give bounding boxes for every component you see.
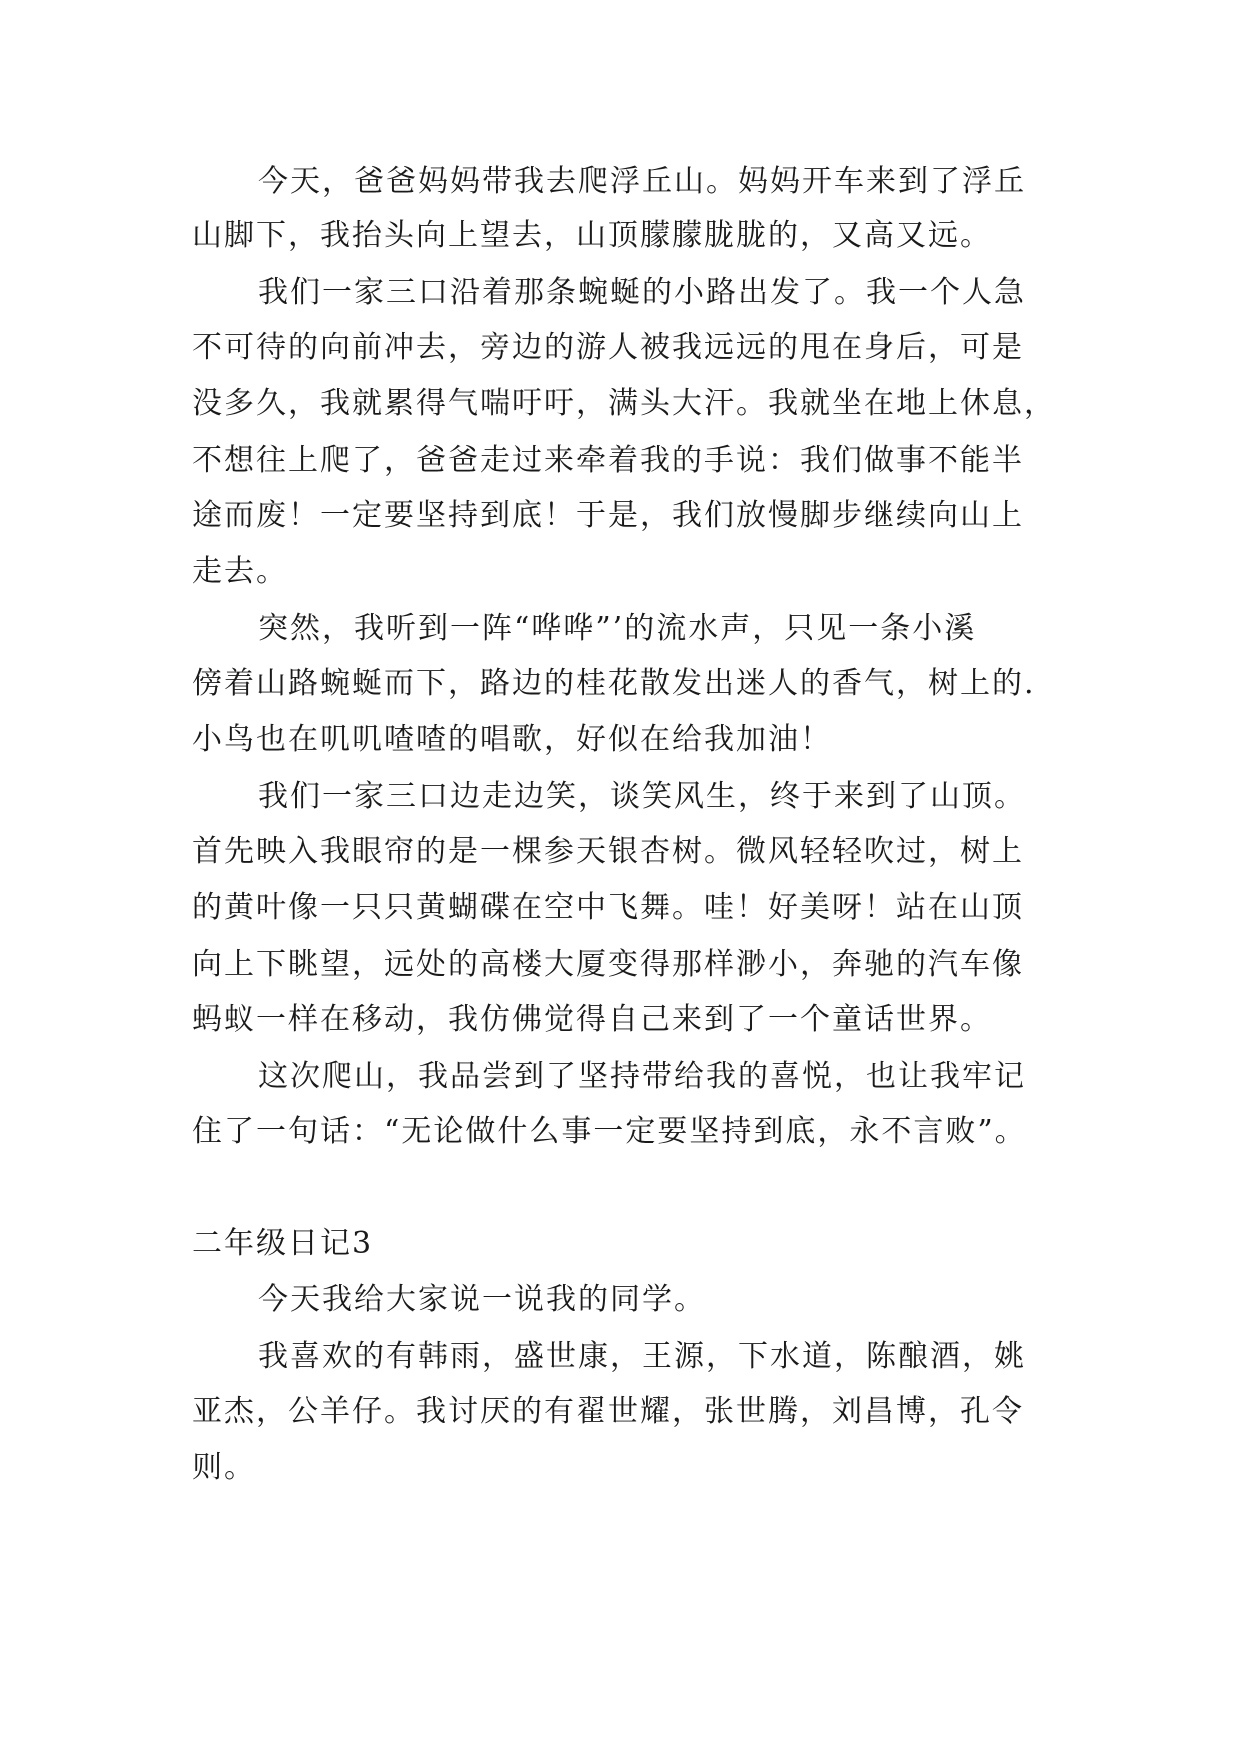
paragraph-2-line-3: 没多久，我就累得气喘吁吁，满头大汗。我就坐在地上休息，: [192, 386, 1056, 421]
paragraph-4-line-1: 我们一家三口边走边笑，谈笑风生，终于来到了山顶。: [258, 779, 1026, 814]
section-paragraph-1-line-1: 今天我给大家说一说我的同学。: [258, 1282, 706, 1317]
paragraph-4-line-2: 首先映入我眼帘的是一棵参天银杏树。微风轻轻吹过，树上: [192, 834, 1024, 869]
section-heading: 二年级日记3: [192, 1226, 374, 1261]
section-paragraph-2-line-2: 亚杰，公羊仔。我讨厌的有翟世耀，张世腾，刘昌博，孔令: [192, 1394, 1024, 1429]
paragraph-2-line-4: 不想往上爬了，爸爸走过来牵着我的手说：我们做事不能半: [192, 443, 1024, 478]
paragraph-2-line-1: 我们一家三口沿着那条蜿蜒的小路出发了。我一个人急: [258, 275, 1026, 310]
section-paragraph-2-line-3: 则。: [192, 1450, 256, 1485]
paragraph-2-line-6: 走去。: [192, 554, 288, 589]
paragraph-4-line-3: 的黄叶像一只只黄蝴碟在空中飞舞。哇！好美呀！站在山顶: [192, 890, 1024, 925]
paragraph-5-line-1: 这次爬山，我品尝到了坚持带给我的喜悦，也让我牢记: [258, 1059, 1026, 1094]
paragraph-3-line-3: 小鸟也在叽叽喳喳的唱歌，好似在给我加油！: [192, 722, 832, 757]
paragraph-5-line-2: 住了一句话：“无论做什么事一定要坚持到底，永不言败”。: [192, 1114, 1027, 1149]
paragraph-1-line-2: 山脚下，我抬头向上望去，山顶朦朦胧胧的，又高又远。: [192, 218, 992, 253]
paragraph-2-line-2: 不可待的向前冲去，旁边的游人被我远远的甩在身后，可是: [192, 330, 1024, 365]
paragraph-3-line-2: 傍着山路蜿蜒而下，路边的桂花散发出迷人的香气，树上的.: [192, 666, 1036, 701]
paragraph-1-line-1: 今天，爸爸妈妈带我去爬浮丘山。妈妈开车来到了浮丘: [258, 164, 1026, 199]
section-paragraph-2-line-1: 我喜欢的有韩雨，盛世康，王源，下水道，陈酿酒，姚: [258, 1339, 1026, 1374]
paragraph-4-line-4: 向上下眺望，远处的高楼大厦变得那样渺小，奔驰的汽车像: [192, 947, 1024, 982]
paragraph-2-line-5: 途而废！一定要坚持到底！于是，我们放慢脚步继续向山上: [192, 498, 1024, 533]
paragraph-4-line-5: 蚂蚁一样在移动，我仿佛觉得自己来到了一个童话世界。: [192, 1002, 992, 1037]
paragraph-3-line-1: 突然，我听到一阵“哗哗”’的流水声，只见一条小溪: [258, 611, 977, 646]
